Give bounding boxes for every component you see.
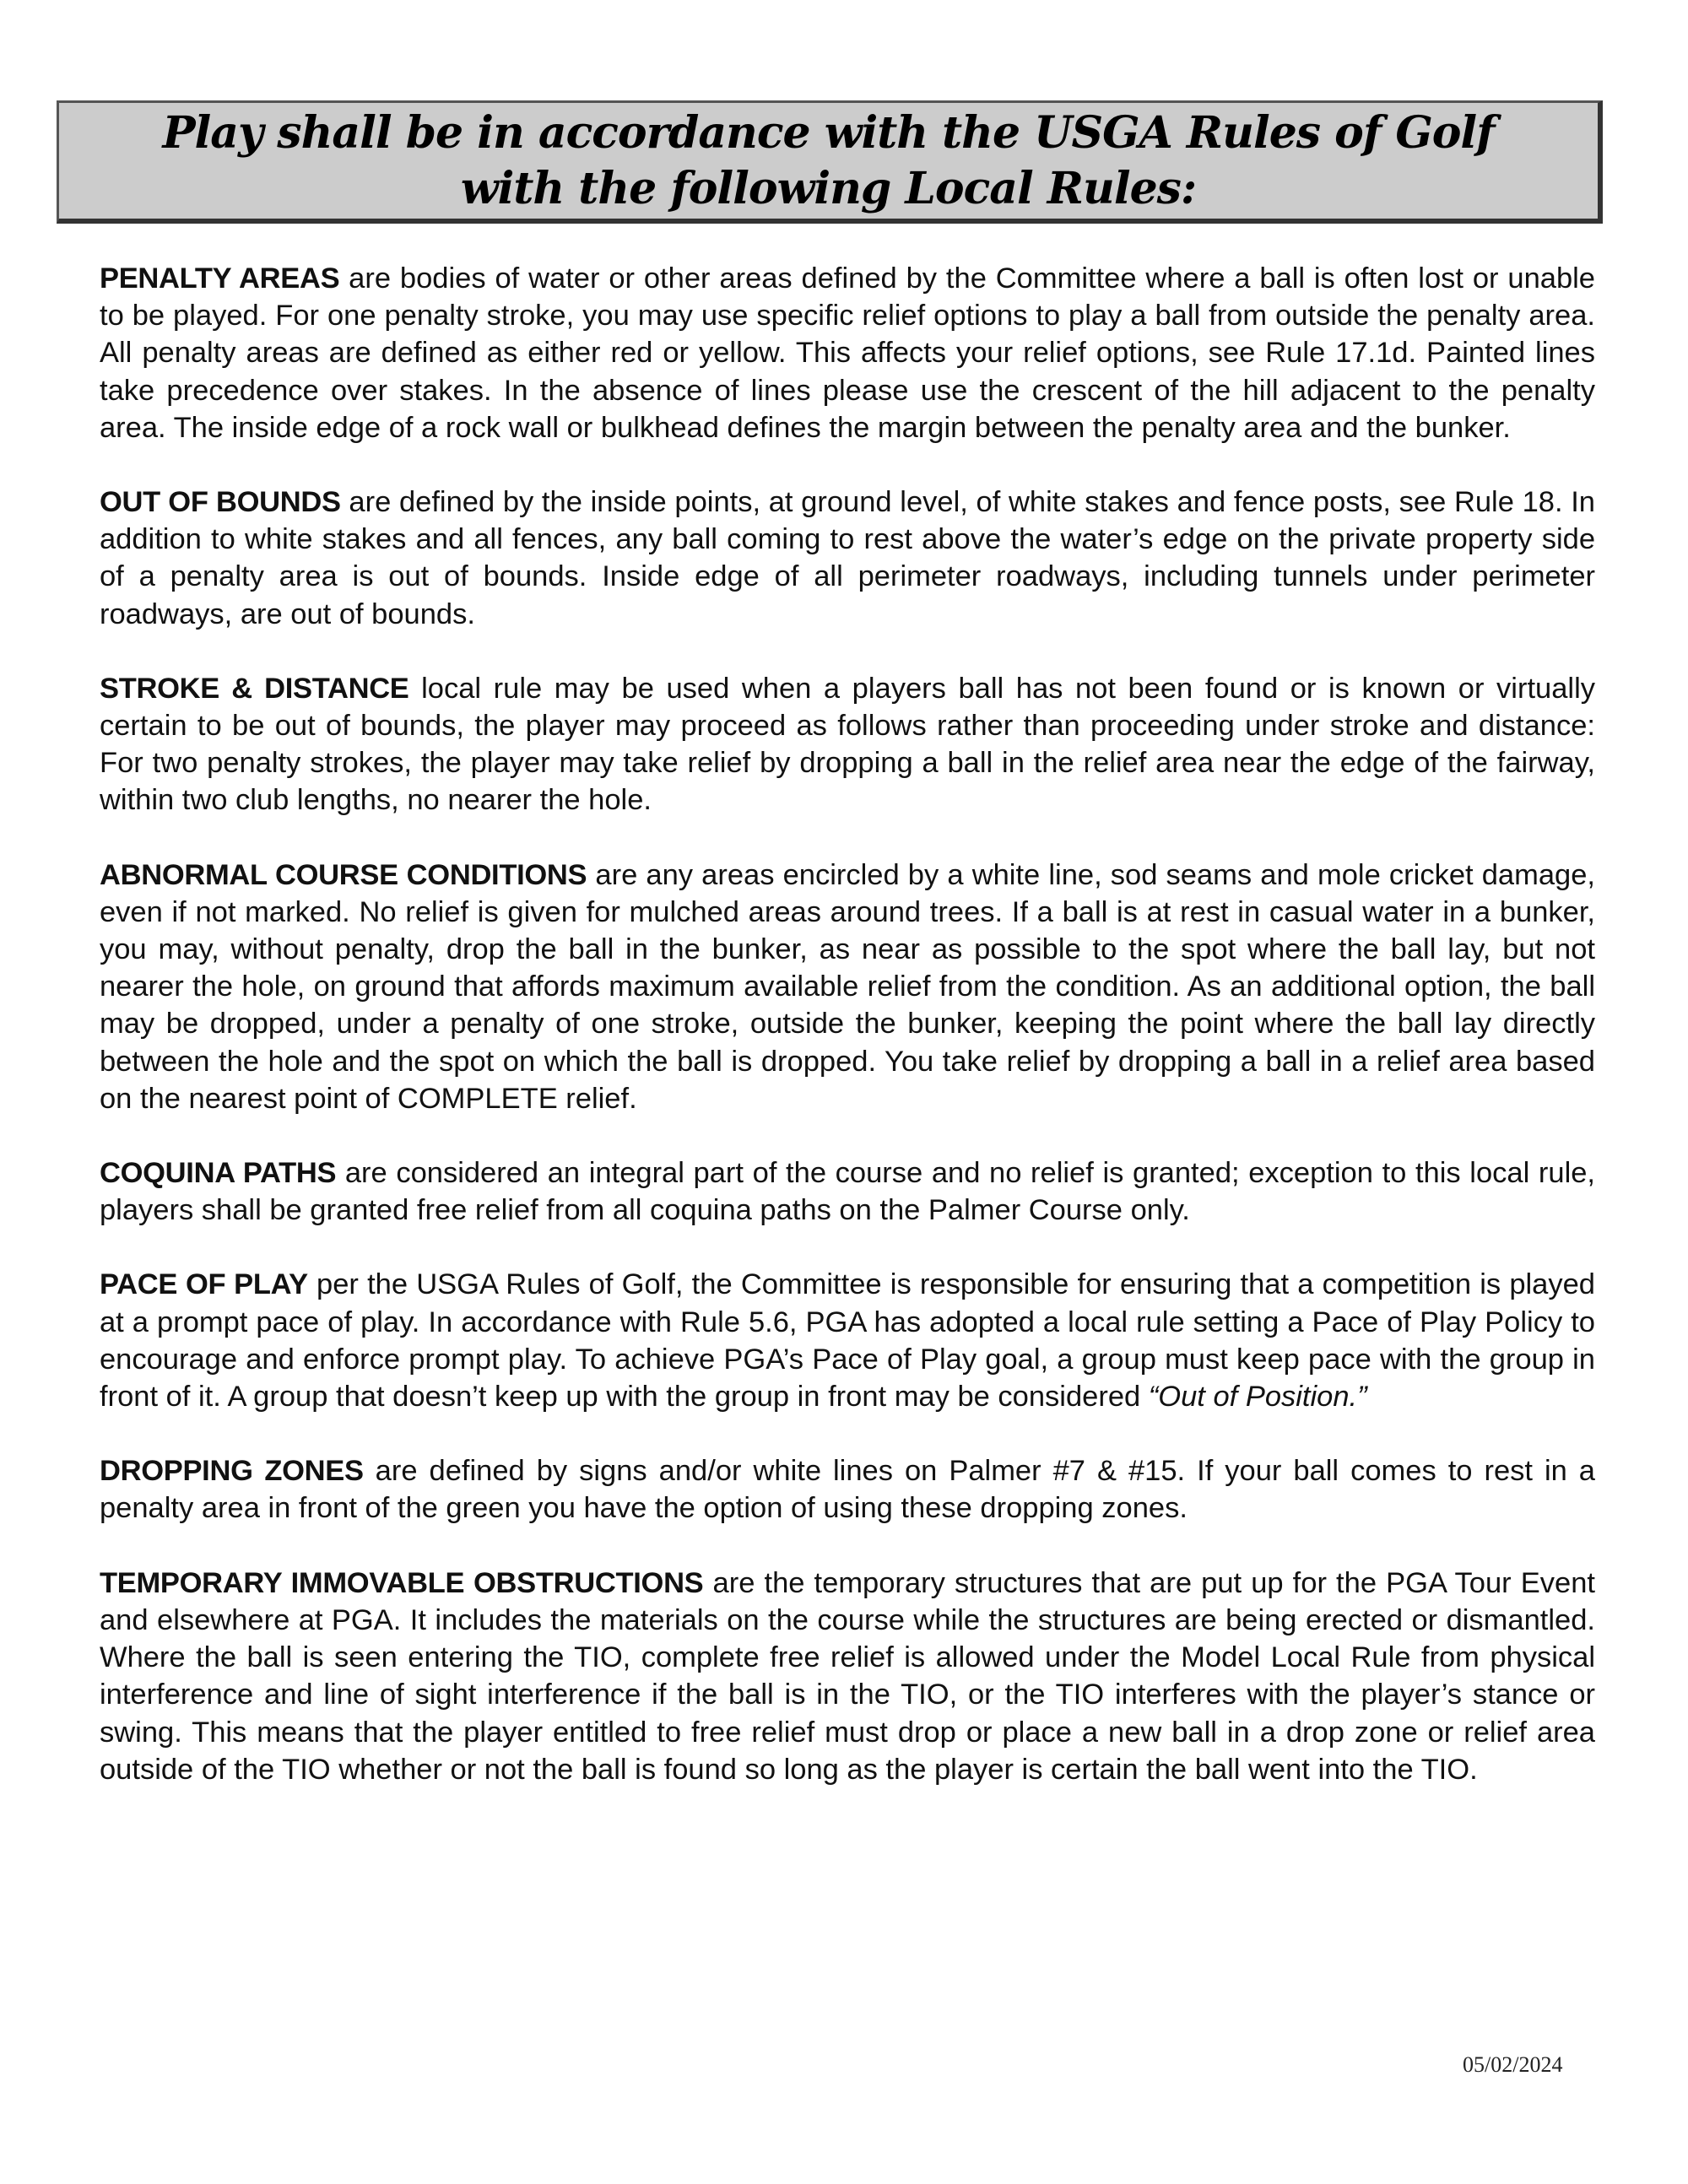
rule-title: PENALTY AREAS [100,262,340,295]
rule-out-of-bounds [100,484,1595,633]
rule-coquina-paths [100,1154,1595,1229]
rule-title: DROPPING ZONES [100,1455,364,1488]
rule-body: are any areas encircled by a white line, sod seams and mole cricket damage, even if not marked. No relief is given for mulched areas around trees. If a ball is at rest in casual water in a bunker, you may, without penalty, drop the ball in the bunker, as near as possible to the spot where the ball lay, but not nearer the hole, on ground that affords maximum available relief from the condition. As an additional option, the ball may be dropped, under a penalty of one stroke, outside the bunker, keeping the point where the ball lay directly between the hole and the spot on which the ball is dropped. You take relief by dropping a ball in a relief area based on the nearest point of COMPLETE relief. [100,858,1595,1115]
rule-body: are bodies of water or other areas defined by the Committee where a ball is often lost or unable to be played. For one penalty stroke, you may use specific relief options to play a ball from outside the penalty area. All penalty areas are defined as either red or yellow. This affects your relief options, see Rule 17.1d. Painted lines take precedence over stakes. In the absence of lines please use the crescent of the hill adjacent to the penalty area. The inside edge of a rock wall or bulkhead defines the margin between the penalty area and the bunker. [100,262,1595,444]
rule-body: are defined by signs and/or white lines on Palmer #7 & #15. If your ball comes to rest in a penalty area in front of the green you have the option of using these dropping zones. [100,1455,1595,1525]
rule-title: OUT OF BOUNDS [100,486,341,519]
rule-title: PACE OF PLAY [100,1268,308,1301]
rule-title: TEMPORARY IMMOVABLE OBSTRUCTIONS [100,1566,704,1599]
rule-body: are defined by the inside points, at ground level, of white stakes and fence posts, see Rule 18. In addition to white stakes and all fences, any ball coming to rest above the water’s edge on the private property side of a penalty area is out of bounds. Inside edge of all perimeter roadways, including tunnels under perimeter roadways, are out of bounds. [100,486,1595,630]
rule-stroke-and-distance [100,670,1595,819]
rule-temporary-immovable-obstructions [100,1565,1595,1788]
rule-abnormal-course-conditions [100,857,1595,1117]
rule-body: local rule may be used when a players ball has not been found or is known or virtually certain to be out of bounds, the player may proceed as follows rather than proceeding under stroke and distance: For two penalty strokes, the player may take relief by dropping a ball in the relief area near the edge of the fairway, within two club lengths, no nearer the hole. [100,672,1595,817]
local-rules-list [100,260,1595,1825]
document-date: 05/02/2024 [1463,2052,1563,2077]
rule-title: STROKE & DISTANCE [100,672,409,705]
rule-body: are the temporary structures that are put up for the PGA Tour Event and elsewhere at PGA. It includes the materials on the course while the structures are being erected or dismantled. Where the ball is seen entering the TIO, complete free relief is allowed under the Model Local Rule from physical interference and line of sight interference if the ball is in the TIO, or the TIO interferes with the player’s stance or swing. This means that the player entitled to free relief must drop or place a new ball in a drop zone or relief area outside of the TIO whether or not the ball is found so long as the player is certain the ball went into the TIO. [100,1566,1595,1786]
rule-title: ABNORMAL COURSE CONDITIONS [100,858,587,891]
rule-title: COQUINA PATHS [100,1157,337,1190]
rule-pace-of-play [100,1266,1595,1415]
rule-dropping-zones [100,1452,1595,1527]
rule-body: are considered an integral part of the course and no relief is granted; exception to this local rule, players shall be granted free relief from all coquina paths on the Palmer Course only. [100,1157,1596,1227]
rule-body: per the USGA Rules of Golf, the Committee is responsible for ensuring that a competition is played at a prompt pace of play. In accordance with Rule 5.6, PGA has adopted a local rule setting a Pace of Play Policy to encourage and enforce prompt play. To achieve PGA’s Pace of Play goal, a group must keep pace with the group in front of it. A group that doesn’t keep up with the group in front may be considered [100,1268,1595,1414]
title-banner [57,100,1603,224]
title-line-2: with the following Local Rules: [460,162,1197,214]
out-of-position-quote: “Out of Position.” [1148,1381,1367,1414]
title-line-1: Play shall be in accordance with the USGA Rules of Golf [162,106,1495,159]
rule-penalty-areas [100,260,1595,446]
